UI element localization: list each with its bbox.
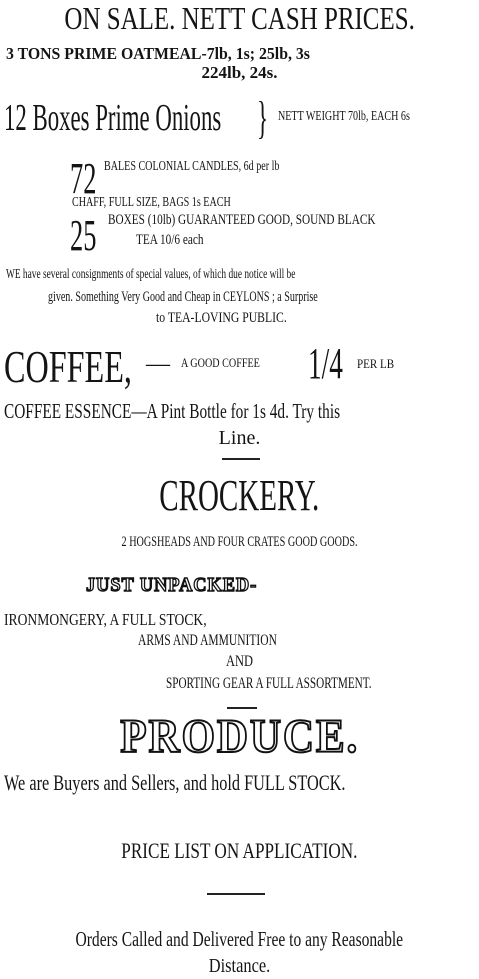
footer-line-2 <box>0 956 479 976</box>
coffee-unit-text: PER LB <box>357 356 395 371</box>
candles-qty: 72 <box>70 154 97 203</box>
produce-heading <box>0 710 479 763</box>
coffee-unit <box>357 357 401 370</box>
tea-line-2 <box>136 233 226 248</box>
essence-line-2 <box>0 428 479 448</box>
unpacked-text-inner: JUST UNPACKED- <box>86 574 258 596</box>
produce-heading-text: PRODUCE. <box>120 710 359 763</box>
onions-brace <box>257 92 279 143</box>
divider-2 <box>227 707 257 709</box>
footer-line-2-text: Distance. <box>208 955 271 977</box>
coffee-desc-text: A GOOD COFFEE <box>181 355 260 370</box>
ironmongery-line-2-text: ARMS AND AMMUNITION <box>138 632 277 649</box>
crockery-heading-text: CROCKERY. <box>159 471 320 520</box>
consignments-line-3 <box>156 311 324 326</box>
coffee-desc <box>181 356 282 369</box>
ironmongery-line-4-text: SPORTING GEAR A FULL ASSORTMENT. <box>166 675 372 692</box>
consignments-line-1 <box>6 268 438 282</box>
consignments-line-1-text: WE have several consignments of special values, of which due notice will be <box>6 267 296 282</box>
chaff-text <box>72 196 292 210</box>
oatmeal-line-1-text: 3 TONS PRIME OATMEAL-7lb, 1s; 25lb, 3s <box>6 44 310 63</box>
onions-brace-text: } <box>257 92 269 143</box>
oatmeal-line-2-text: 224lb, 24s. <box>201 63 278 82</box>
ironmongery-line-1 <box>4 611 257 628</box>
produce-text-inner: We are Buyers and Sellers, and hold FULL STOCK. <box>4 770 346 795</box>
coffee-price <box>308 339 364 388</box>
ironmongery-line-3 <box>226 654 261 670</box>
coffee-price-text: 1/4 <box>308 339 343 388</box>
divider-1 <box>222 458 260 460</box>
ad-title <box>0 2 479 34</box>
onions-note-text: NETT WEIGHT 70lb, EACH 6s <box>278 109 410 124</box>
pricelist-text-inner: PRICE LIST ON APPLICATION. <box>121 838 358 863</box>
tea-line-1 <box>108 213 465 228</box>
consignments-line-2-text: given. Something Very Good and Cheap in CEYLONS ; a Surprise <box>48 289 318 305</box>
candles-text-inner: BALES COLONIAL CANDLES, 6d per lb <box>104 159 280 174</box>
essence-line-1-text: COFFEE ESSENCE—A Pint Bottle for 1s 4d. Try this <box>4 399 341 423</box>
ironmongery-line-1-text: IRONMONGERY, A FULL STOCK, <box>4 610 207 629</box>
tea-line-1-text: BOXES (10lb) GUARANTEED GOOD, SOUND BLACK <box>108 212 376 228</box>
onions-label-text: 12 Boxes Prime Onions <box>4 97 222 139</box>
unpacked-text <box>86 575 272 595</box>
ad-title-text: ON SALE. NETT CASH PRICES. <box>64 0 415 36</box>
ironmongery-line-2 <box>138 633 331 649</box>
essence-line-2-text: Line. <box>218 427 261 449</box>
produce-text <box>4 772 465 794</box>
ironmongery-line-3-text: AND <box>226 653 254 670</box>
tea-line-2-text: TEA 10/6 each <box>136 232 204 248</box>
candles-text <box>104 160 348 174</box>
oatmeal-line-1 <box>6 45 333 62</box>
ironmongery-line-4 <box>166 676 460 692</box>
tea-qty: 25 <box>70 211 97 260</box>
footer-line-1 <box>0 929 479 950</box>
pricelist-text <box>0 840 479 862</box>
crockery-text <box>0 535 479 550</box>
divider-3 <box>207 893 265 895</box>
coffee-dash <box>146 352 170 376</box>
consignments-line-3-text: to TEA-LOVING PUBLIC. <box>156 310 287 326</box>
crockery-heading <box>0 471 479 520</box>
chaff-text-inner: CHAFF, FULL SIZE, BAGS 1s EACH <box>72 195 231 210</box>
coffee-dash-text: — <box>146 351 170 377</box>
footer-line-1-text: Orders Called and Delivered Free to any Reasonable <box>75 927 404 951</box>
oatmeal-line-2 <box>0 64 479 81</box>
crockery-text-inner: 2 HOGSHEADS AND FOUR CRATES GOOD GOODS. <box>121 534 358 550</box>
consignments-line-2 <box>48 290 451 305</box>
onions-note <box>278 110 461 124</box>
essence-line-1 <box>4 401 464 422</box>
coffee-heading-text: COFFEE, <box>4 341 132 392</box>
